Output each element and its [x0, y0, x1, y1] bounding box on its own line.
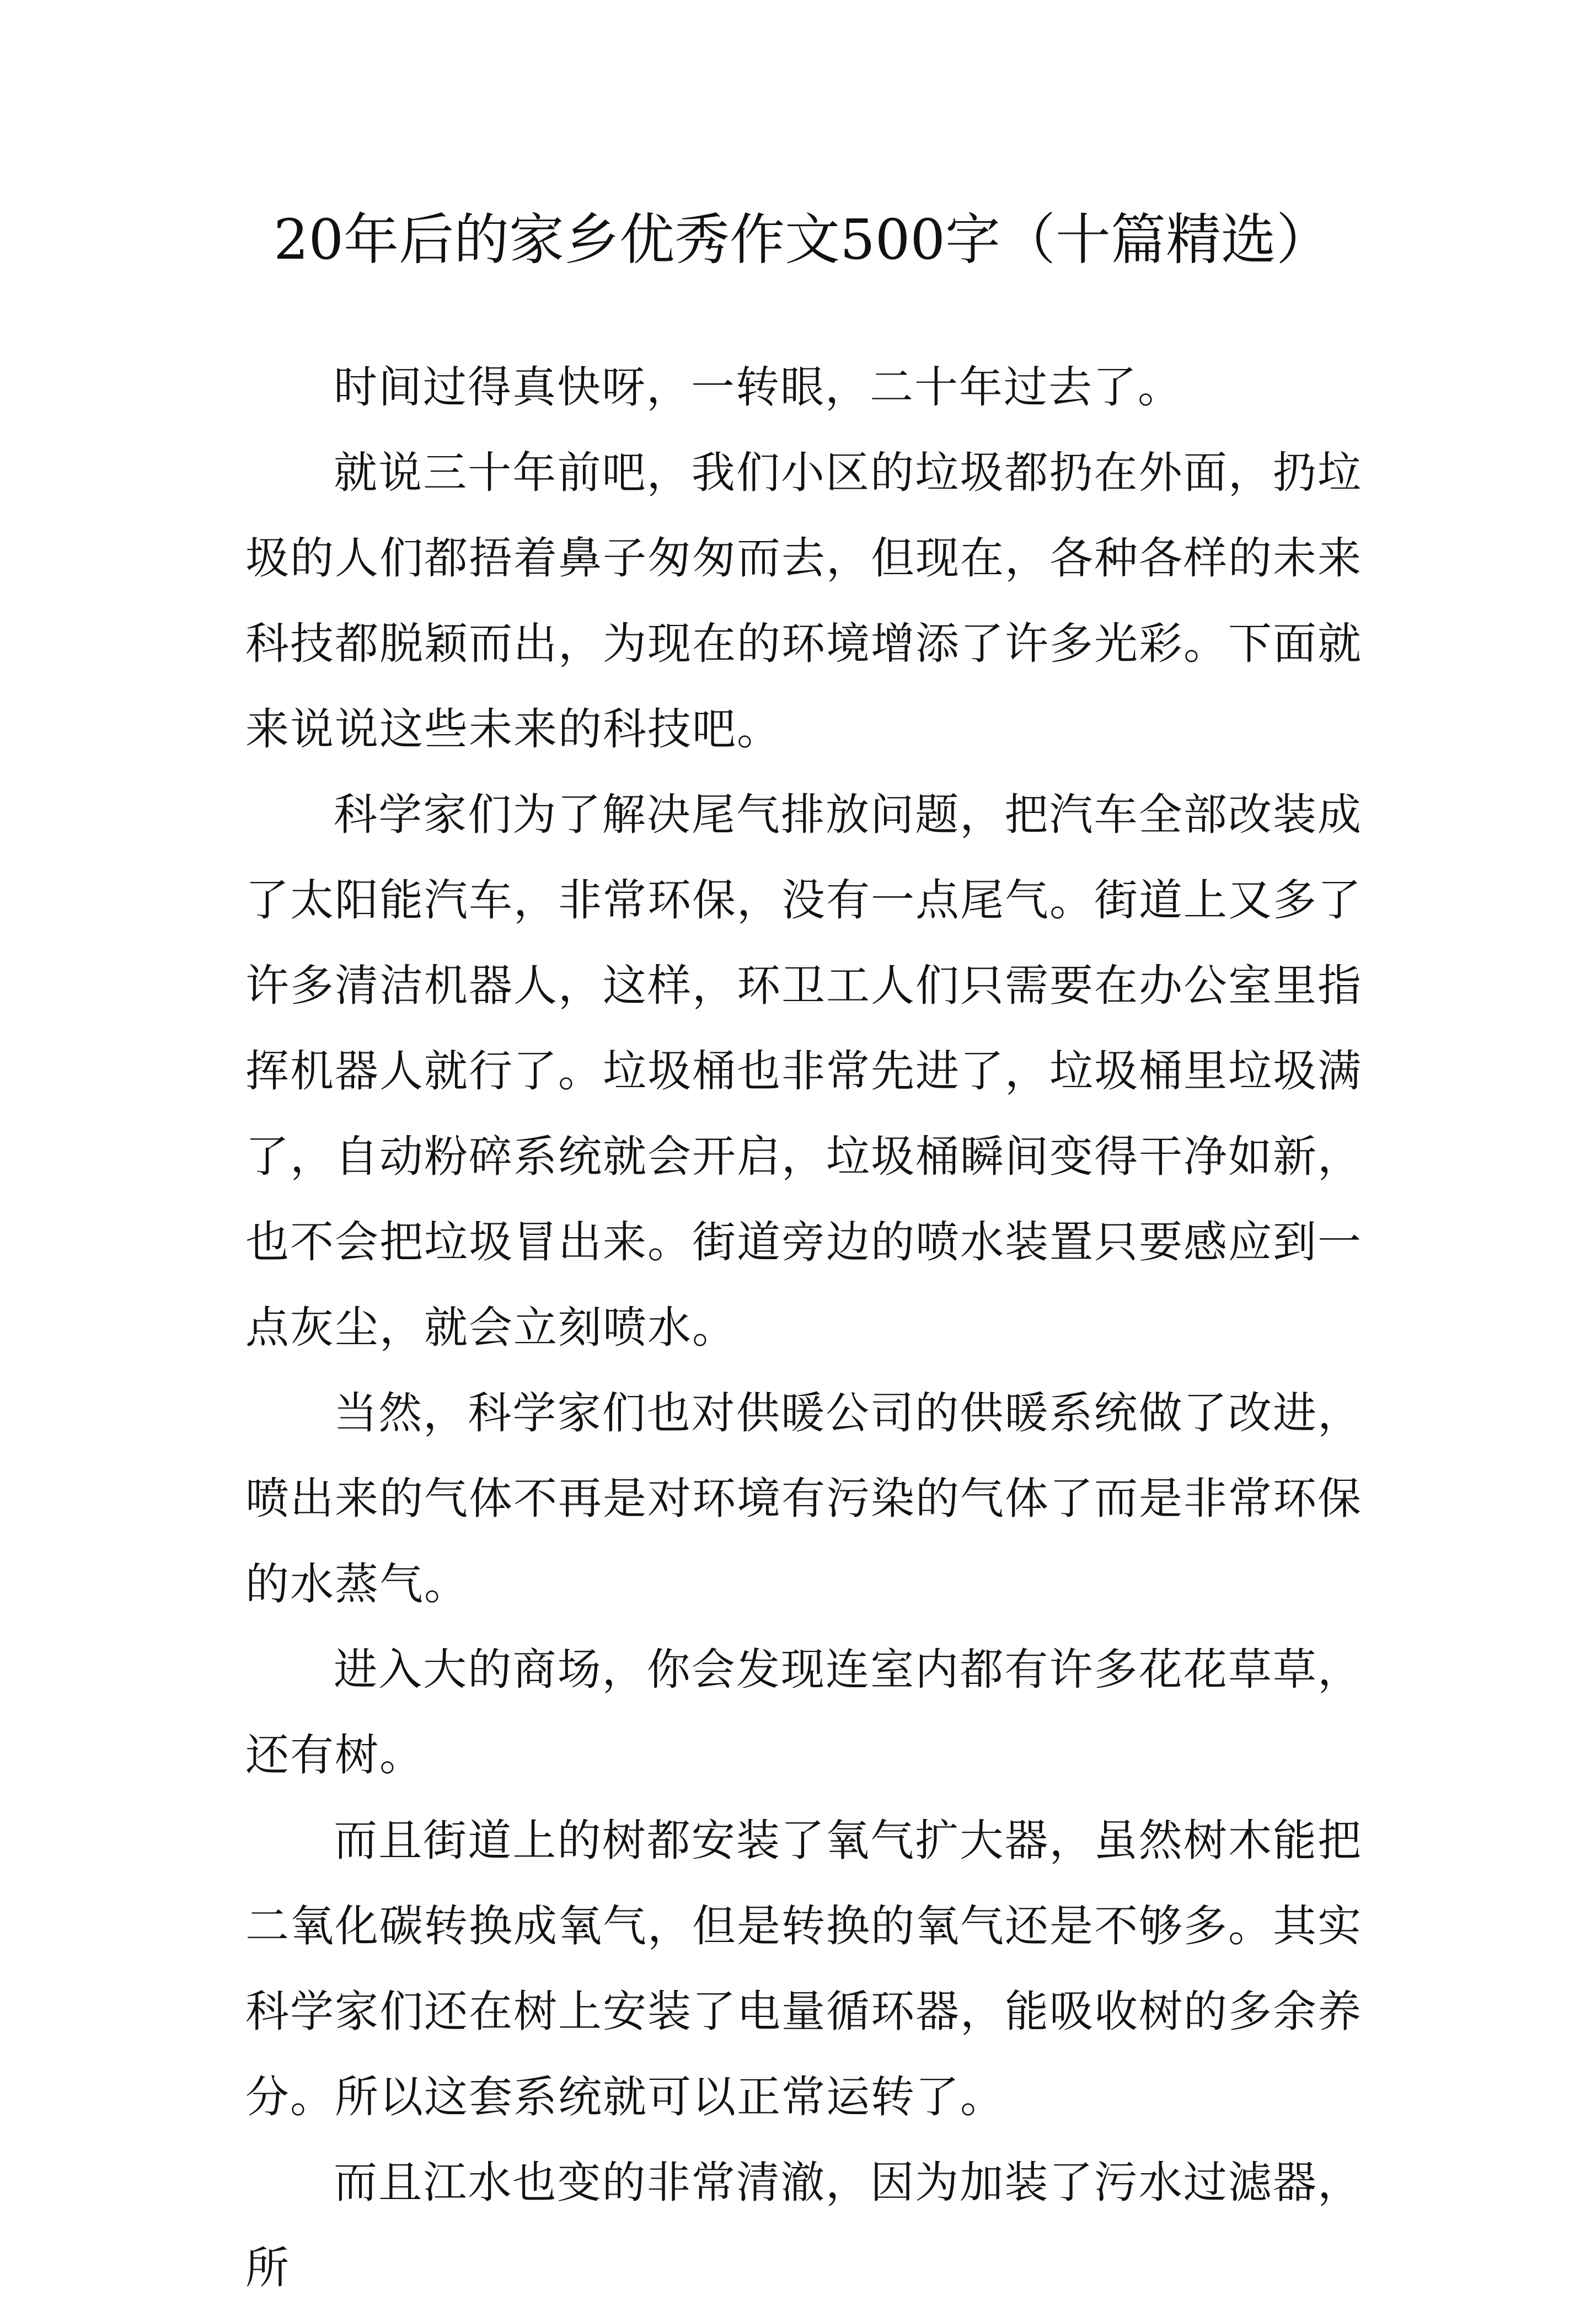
paragraph: 科学家们为了解决尾气排放问题，把汽车全部改装成了太阳能汽车，非常环保，没有一点尾气。街道上又多了许多清洁机器人，这样，环卫工人们只需要在办公室里指挥机器人就行了。垃圾桶也非常先进了，垃圾桶里垃圾满了，自动粉碎系统就会开启，垃圾桶瞬间变得干净如新，也不会把垃圾冒出来。街道旁边的喷水装置只要感应到一点灰尘，就会立刻喷水。 [245, 789, 1362, 1353]
document-title: 20年后的家乡优秀作文500字（十篇精选） [273, 207, 1332, 272]
paragraph: 而且江水也变的非常清澈，因为加装了污水过滤器，所 [245, 2157, 1362, 2293]
paragraph: 时间过得真快呀，一转眼，二十年过去了。 [334, 362, 1182, 413]
document-body [245, 345, 1362, 2311]
paragraph: 就说三十年前吧，我们小区的垃圾都扔在外面，扔垃圾的人们都捂着鼻子匆匆而去，但现在，各种各样的未来科技都脱颖而出，为现在的环境增添了许多光彩。下面就来说说这些未来的科技吧。 [245, 447, 1362, 755]
paragraph: 当然，科学家们也对供暖公司的供暖系统做了改进，喷出来的气体不再是对环境有污染的气体了而是非常环保的水蒸气。 [245, 1388, 1362, 1609]
paragraph: 进入大的商场，你会发现连室内都有许多花花草草，还有树。 [245, 1644, 1362, 1780]
paragraph: 而且街道上的树都安装了氧气扩大器，虽然树木能把二氧化碳转换成氧气，但是转换的氧气还是不够多。其实科学家们还在树上安装了电量循环器，能吸收树的多余养分。所以这套系统就可以正常运转了。 [245, 1815, 1362, 2122]
